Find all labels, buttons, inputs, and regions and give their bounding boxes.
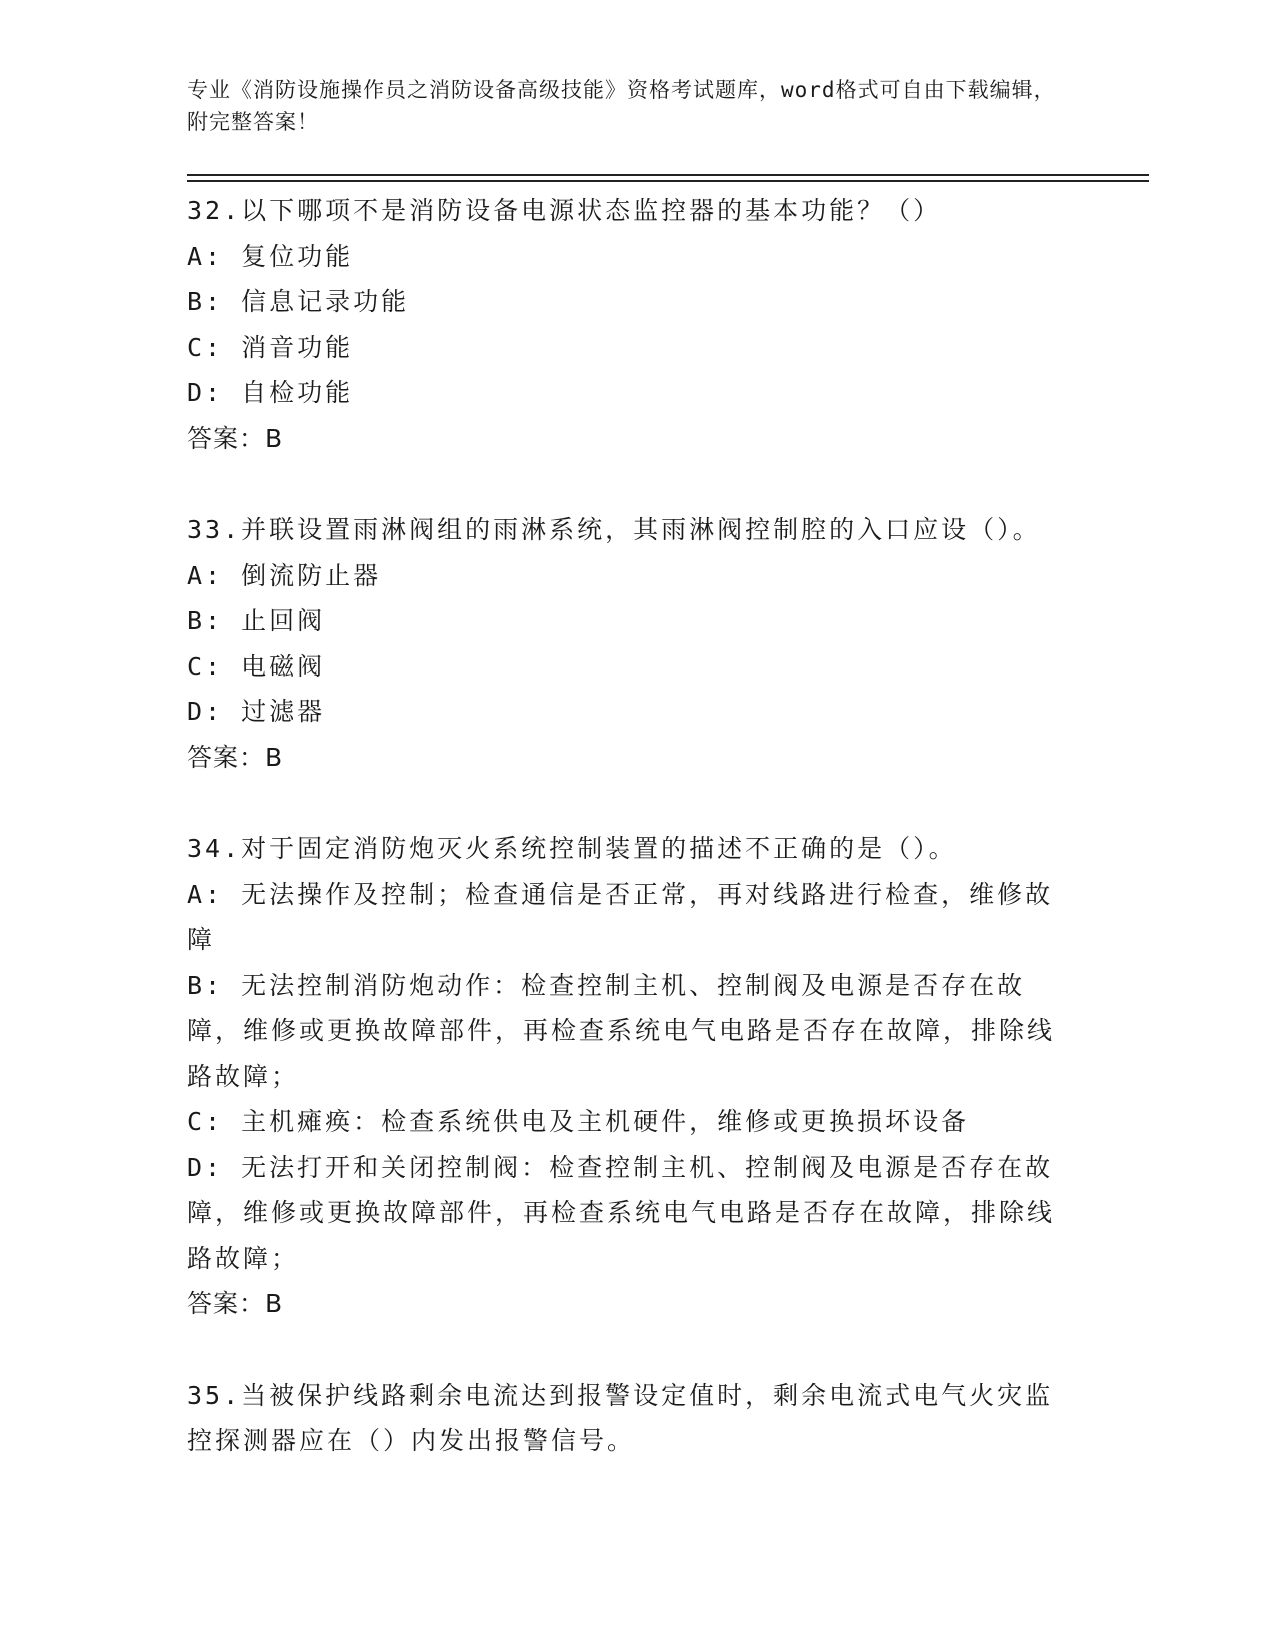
option-d: D: 无法打开和关闭控制阀：检查控制主机、控制阀及电源是否存在故障，维修或更换故障部件，再检查系统电气电路是否存在故障，排除线路故障； xyxy=(187,1152,1056,1273)
option-b: B: 信息记录功能 xyxy=(187,287,410,316)
option-a: A: 复位功能 xyxy=(187,241,354,271)
header-divider-bottom xyxy=(187,180,1149,182)
question-stem: 35.当被保护线路剩余电流达到报警设定值时，剩余电流式电气火灾监控探测器应在（）内发出报警信号。 xyxy=(187,1380,1054,1455)
question-34 xyxy=(187,826,1077,1327)
option-b: B: 止回阀 xyxy=(187,606,326,635)
header-divider-top xyxy=(187,174,1149,176)
question-32 xyxy=(187,188,1077,461)
answer: 答案：B xyxy=(187,1289,284,1318)
option-c: C: 主机瘫痪：检查系统供电及主机硬件，维修或更换损坏设备 xyxy=(187,1107,970,1136)
question-spacer xyxy=(187,1327,1077,1373)
option-c: C: 消音功能 xyxy=(187,332,354,362)
question-stem: 34.对于固定消防炮灭火系统控制装置的描述不正确的是（）。 xyxy=(187,834,957,863)
question-spacer xyxy=(187,461,1077,507)
answer: 答案：B xyxy=(187,742,284,772)
option-d: D: 过滤器 xyxy=(187,697,326,726)
question-list xyxy=(187,188,1077,1464)
option-d: D: 自检功能 xyxy=(187,378,354,407)
question-stem: 33.并联设置雨淋阀组的雨淋系统，其雨淋阀控制腔的入口应设（）。 xyxy=(187,515,1041,544)
question-stem: 32.以下哪项不是消防设备电源状态监控器的基本功能？（） xyxy=(187,196,942,225)
option-c: C: 电磁阀 xyxy=(187,651,326,681)
option-b: B: 无法控制消防炮动作：检查控制主机、控制阀及电源是否存在故障，维修或更换故障部件，再检查系统电气电路是否存在故障，排除线路故障； xyxy=(187,970,1056,1091)
document-header: 专业《消防设施操作员之消防设备高级技能》资格考试题库，word格式可自由下载编辑，附完整答案！ xyxy=(187,78,1056,134)
option-a: A: 无法操作及控制；检查通信是否正常，再对线路进行检查，维修故障 xyxy=(187,879,1054,954)
question-35 xyxy=(187,1373,1077,1464)
answer: 答案：B xyxy=(187,423,284,453)
question-spacer xyxy=(187,780,1077,826)
question-33 xyxy=(187,507,1077,780)
option-a: A: 倒流防止器 xyxy=(187,560,382,590)
